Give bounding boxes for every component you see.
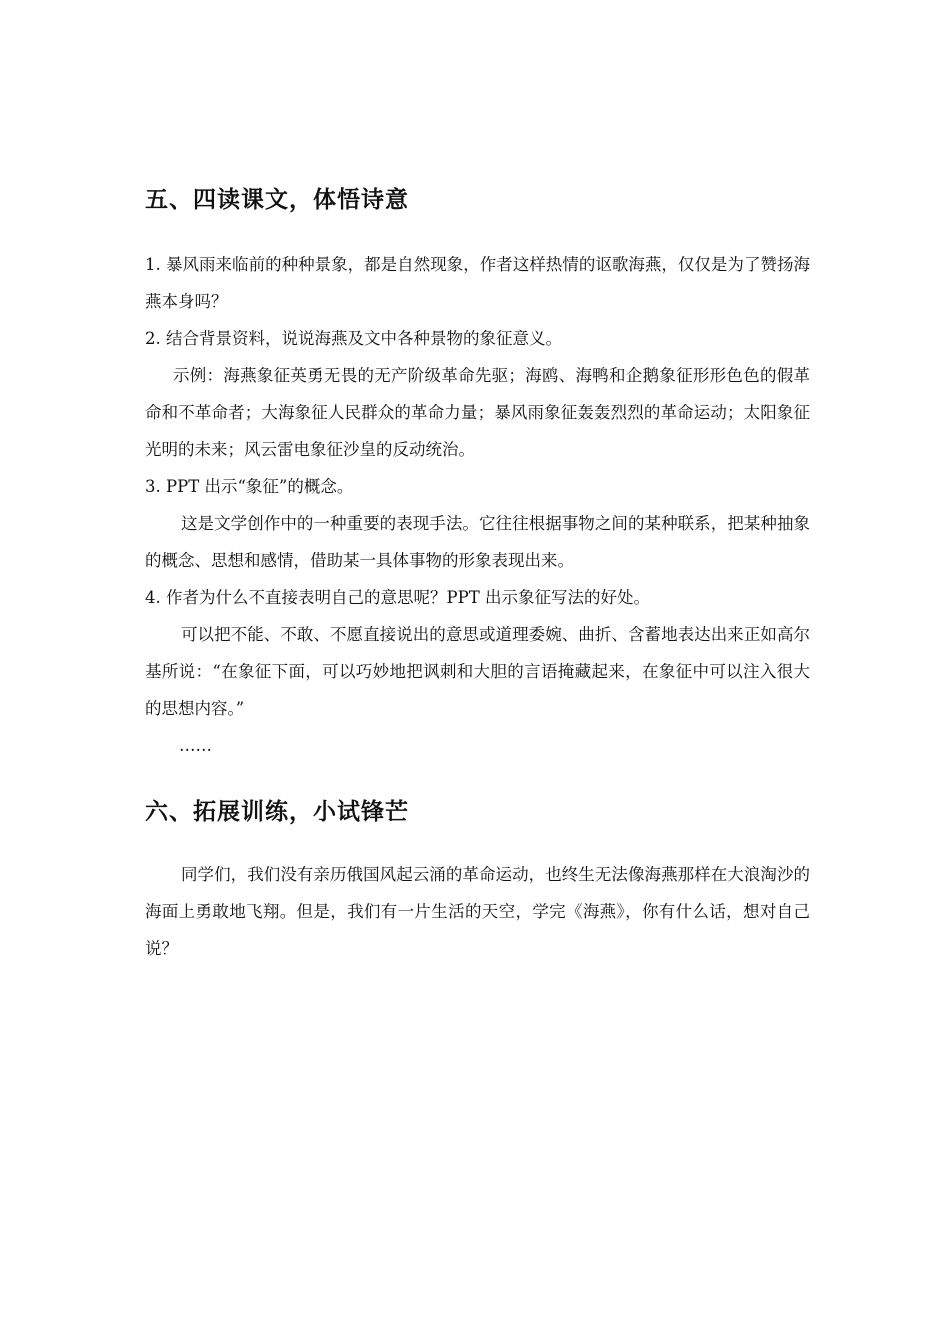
document-content [145,180,810,967]
section-6-heading: 六、拓展训练，小试锋芒 [145,799,409,825]
question-4: 4. 作者为什么不直接表明自己的意思呢？PPT 出示象征写法的好处。 [145,588,650,607]
symbol-definition-paragraph: 这是文学创作中的一种重要的表现手法。它往往根据事物之间的某种联系，把某种抽象的概念、思想和感情，借助某一具体事物的形象表现出来。 [145,514,810,570]
section-6-body [145,856,810,967]
section-divider-space [145,764,810,792]
extension-paragraph: 同学们，我们没有亲历俄国风起云涌的革命运动，也终生无法像海燕那样在大浪淘沙的海面上勇敢地飞翔。但是，我们有一片生活的天空，学完《海燕》，你有什么话，想对自己说？ [145,865,810,958]
ellipsis: …… [179,736,212,755]
symbol-benefit-paragraph: 可以把不能、不敢、不愿直接说出的意思或道理委婉、曲折、含蓄地表达出来正如高尔基所说：“在象征下面，可以巧妙地把讽刺和大胆的言语掩藏起来，在象征中可以注入很大的思想内容。” [145,625,810,718]
section-5-body [145,246,810,764]
example-paragraph: 示例：海燕象征英勇无畏的无产阶级革命先驱；海鸥、海鸭和企鹅象征形形色色的假革命和不革命者；大海象征人民群众的革命力量；暴风雨象征轰轰烈烈的革命运动；太阳象征光明的未来；风云雷电象征沙皇的反动统治。 [145,366,810,459]
question-1: 1. 暴风雨来临前的种种景象，都是自然现象，作者这样热情的讴歌海燕，仅仅是为了赞扬海燕本身吗？ [145,255,810,311]
question-3: 3. PPT 出示“象征”的概念。 [145,477,354,496]
section-5-heading: 五、四读课文，体悟诗意 [145,187,409,213]
question-2: 2. 结合背景资料，说说海燕及文中各种景物的象征意义。 [145,329,562,348]
